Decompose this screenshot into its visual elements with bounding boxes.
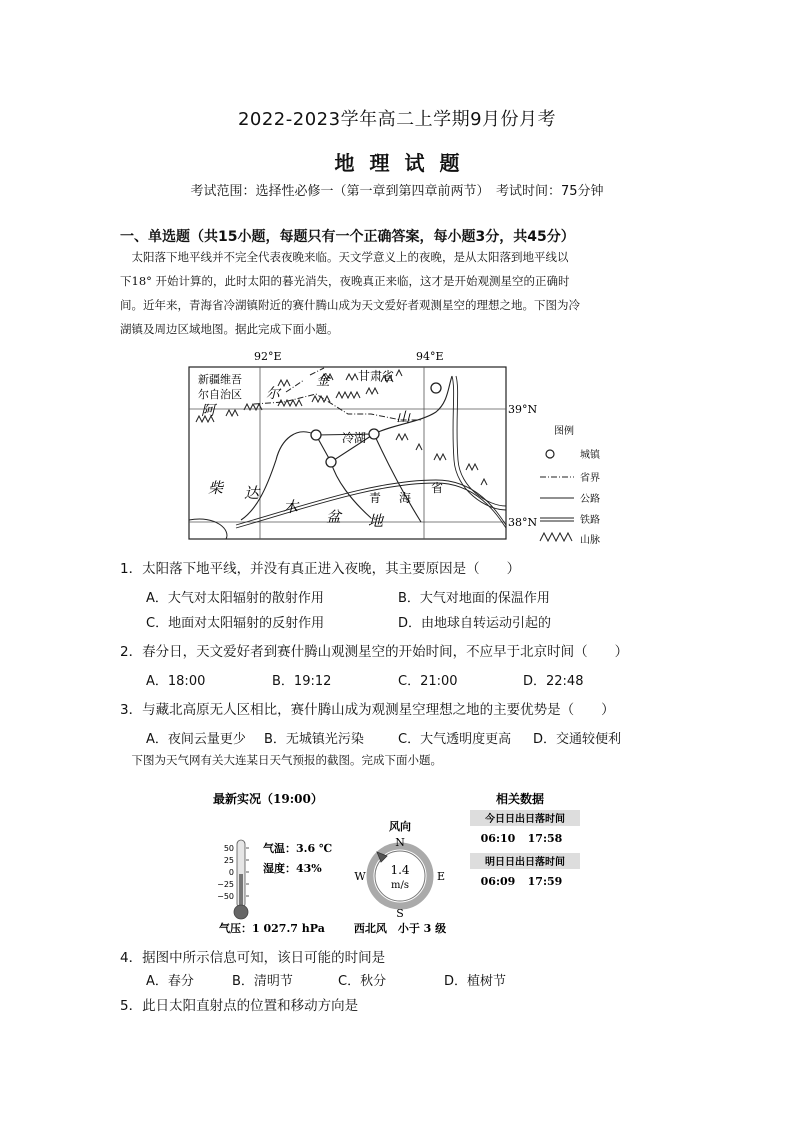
thermo-tick: −25 [217, 880, 234, 889]
wind-desc: 西北风 小于 3 级 [353, 922, 447, 935]
region-label: 新疆维吾 [198, 373, 242, 386]
legend-label: 省界 [580, 473, 600, 484]
subject-char: 地 [334, 151, 355, 175]
weather-figure [205, 790, 590, 940]
option: C．秋分 [338, 974, 387, 989]
thermo-tick: 25 [223, 856, 234, 865]
tomorrow-sunrise: 06:09 [480, 875, 516, 888]
option: D．植树节 [444, 974, 507, 989]
region-label: 尔自治区 [198, 388, 242, 401]
lat-label: 39°N [508, 403, 538, 416]
legend-label: 山脉 [580, 535, 600, 546]
live-title: 最新实况（19:00） [213, 792, 323, 806]
option: B．清明节 [232, 974, 293, 989]
passage-2: 下图为天气网有关大连某日天气预报的截图。完成下面小题。 [120, 753, 442, 767]
option: B．19:12 [272, 674, 332, 689]
lon-label: 92°E [254, 350, 282, 363]
lenghu-map [186, 350, 538, 545]
thermometer-icon [234, 840, 249, 919]
compass-dir: S [396, 907, 404, 920]
wind-speed: 1.4 [390, 863, 410, 877]
passage-line: 下18° 开始计算的，此时太阳的暮光消失，夜晚真正来临，这才是开始观测星空的正确时 [120, 274, 570, 288]
subject-char: 理 [369, 151, 390, 175]
subject-char: 试 [404, 151, 425, 175]
option: D．交通较便利 [533, 732, 622, 747]
option: A．春分 [146, 974, 194, 989]
town-icon [431, 383, 441, 393]
option: A．夜间云量更少 [146, 732, 246, 747]
passage-line: 太阳落下地平线并不完全代表夜晚来临。天文学意义上的夜晚，是从太阳落到地平线以 [120, 250, 569, 264]
legend-label: 铁路 [580, 515, 600, 526]
wind-unit: m/s [391, 880, 409, 891]
wind-title: 风向 [389, 820, 411, 833]
section-heading: 一、单选题（共15小题，每题只有一个正确答案，每小题3分，共45分） [120, 229, 575, 245]
option: B．大气对地面的保温作用 [398, 591, 550, 606]
subject-title [0, 147, 794, 176]
region-label: 青 [369, 491, 382, 505]
town-label: 冷湖 [342, 431, 367, 445]
question-3: 3．与藏北高原无人区相比，赛什腾山成为观测星空理想之地的主要优势是（ ） [120, 702, 615, 718]
related-title: 相关数据 [495, 792, 545, 806]
town-icon [369, 429, 379, 439]
option: B．无城镇光污染 [264, 732, 364, 747]
thermo-tick: 0 [228, 868, 234, 877]
option: C．大气透明度更高 [398, 732, 512, 747]
range-label: 山 [396, 410, 410, 426]
lat-label: 38°N [508, 516, 538, 529]
map-legend [536, 420, 616, 545]
question-2: 2．春分日，天文爱好者到赛什腾山观测星空的开始时间，不应早于北京时间（ ） [120, 644, 629, 660]
region-label: 甘肃省 [358, 369, 395, 383]
question-5: 5．此日太阳直射点的位置和移动方向是 [120, 998, 359, 1014]
page-title: 2022-2023学年高二上学期9月份月考 [237, 109, 557, 130]
pressure: 气压：1 027.7 hPa [219, 922, 325, 935]
range-label: 阿 [201, 403, 215, 419]
today-label: 今日日出日落时间 [485, 814, 565, 825]
basin-label: 盆 [326, 508, 342, 526]
region-label: 海 [399, 491, 412, 505]
passage-1 [120, 245, 680, 341]
mountain-legend-icon [540, 533, 572, 541]
town-icon [326, 457, 336, 467]
basin-label: 木 [283, 498, 299, 516]
question-1: 1．太阳落下地平线，并没有真正进入夜晚，其主要原因是（ ） [120, 561, 521, 577]
subject-char: 题 [439, 151, 460, 175]
temperature: 气温：3.6 ℃ [263, 842, 333, 855]
exam-scope: 考试范围：选择性必修一（第一章到第四章前两节） 考试时间：75分钟 [190, 184, 604, 199]
passage-line: 间。近年来，青海省冷湖镇附近的赛什腾山成为天文爱好者观测星空的理想之地。下图为冷 [120, 298, 580, 312]
today-sunrise: 06:10 [480, 832, 516, 845]
option: C．21:00 [398, 674, 458, 689]
humidity: 湿度：43% [263, 862, 322, 875]
thermo-tick: −50 [217, 892, 234, 901]
option: A．大气对太阳辐射的散射作用 [146, 591, 324, 606]
lon-label: 94°E [416, 350, 444, 363]
option: C．地面对太阳辐射的反射作用 [146, 616, 325, 631]
range-label: 金 [316, 373, 330, 389]
today-sunset: 17:58 [527, 832, 563, 845]
legend-title: 图例 [554, 426, 574, 437]
compass-dir: E [436, 870, 446, 883]
region-label: 省 [431, 481, 444, 495]
compass-dir: N [395, 836, 405, 849]
range-label: 尔 [266, 386, 280, 402]
legend-label: 公路 [580, 494, 600, 505]
question-4: 4．据图中所示信息可知，该日可能的时间是 [120, 950, 386, 966]
option: A．18:00 [146, 674, 206, 689]
option: D．由地球自转运动引起的 [398, 616, 552, 631]
town-legend-icon [546, 450, 554, 458]
basin-label: 地 [368, 512, 384, 530]
tomorrow-sunset: 17:59 [527, 875, 563, 888]
basin-label: 达 [244, 484, 260, 502]
thermo-tick: 50 [223, 844, 234, 853]
legend-label: 城镇 [580, 450, 600, 461]
passage-line: 湖镇及周边区域地图。据此完成下面小题。 [120, 322, 339, 336]
tomorrow-label: 明日日出日落时间 [485, 857, 565, 868]
basin-label: 柴 [208, 479, 224, 497]
town-icon [311, 430, 321, 440]
compass-dir: W [354, 870, 366, 883]
option: D．22:48 [523, 674, 584, 689]
